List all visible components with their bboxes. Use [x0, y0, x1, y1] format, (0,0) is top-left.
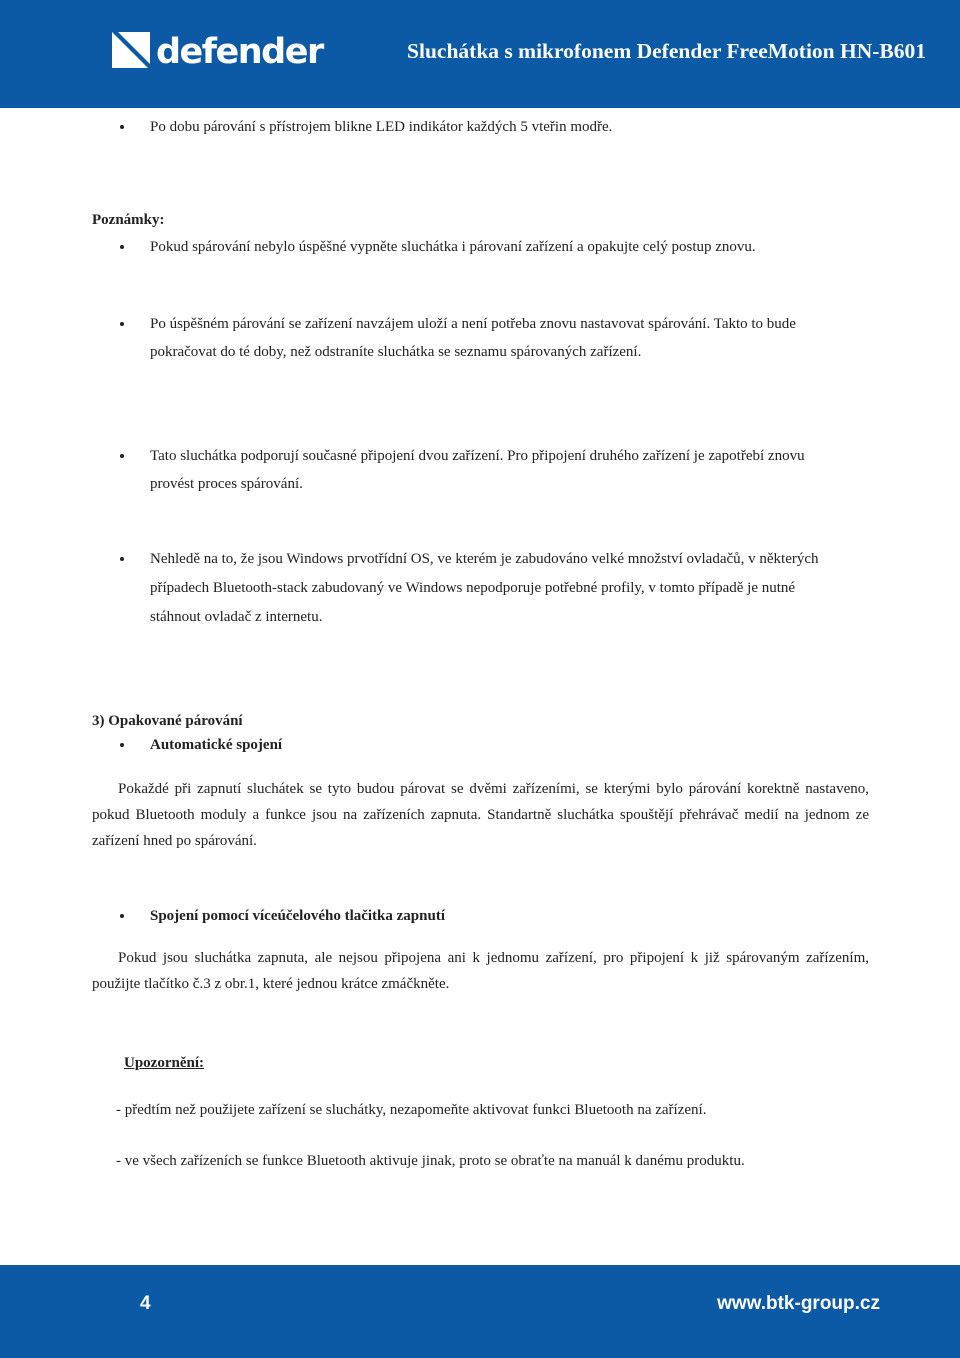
defender-logo-icon — [110, 32, 150, 72]
warning-heading: Upozornění: — [124, 1055, 204, 1071]
document-title: Sluchátka s mikrofonem Defender FreeMotion HN-B601 — [407, 39, 926, 63]
page-footer — [0, 1265, 960, 1358]
notes-heading: Poznámky: — [92, 212, 165, 228]
note-item: Nehledě na to, že jsou Windows prvotřídní OS, ve kterém je zabudováno velké množství ovladačů, v některých případech Bluetooth-stack zabudovaný ve Windows nepodporuje potřebné profily, v tomto případě je nutné stáhnout ovladač z internetu. — [150, 551, 819, 625]
defender-logo — [110, 32, 323, 72]
section-3-heading: 3) Opakované párování — [92, 713, 243, 729]
warning-item: - předtím než použijete zařízení se sluchátky, nezapomeňte aktivovat funkci Bluetooth na zařízení. — [116, 1102, 707, 1118]
bullet-icon — [120, 914, 124, 918]
warning-item: - ve všech zařízeních se funkce Bluetooth aktivuje jinak, proto se obraťte na manuál k danému produktu. — [116, 1153, 745, 1169]
note-item: Po úspěšném párování se zařízení navzájem uloží a není potřeba znovu nastavovat spárování. Takto to bude pokračovat do té doby, než odstraníte sluchátka se seznamu spárovaných zařízení. — [150, 316, 796, 360]
website-link[interactable]: www.btk-group.cz — [717, 1293, 880, 1314]
multifunction-button-heading: Spojení pomocí víceúčelového tlačitka zapnutí — [150, 908, 445, 924]
bullet-icon — [120, 557, 124, 561]
bullet-icon — [120, 454, 124, 458]
page-header — [0, 0, 960, 108]
intro-bullet-text: Po dobu párování s přístrojem blikne LED indikátor každých 5 vteřin modře. — [150, 119, 613, 135]
note-item: Pokud spárování nebylo úspěšné vypněte sluchátka i párovaní zařízení a opakujte celý postup znovu. — [150, 239, 756, 255]
bullet-icon — [120, 743, 124, 747]
multifunction-button-text: Pokud jsou sluchátka zapnuta, ale nejsou připojena ani k jednomu zařízení, pro připojení k již spárovaným zařízením, použijte tlačítko č.3 z obr.1, které jednou krátce zmáčkněte. — [92, 950, 869, 992]
logo-text: defender — [156, 32, 323, 72]
auto-connect-text: Pokaždé při zapnutí sluchátek se tyto budou párovat se dvěmi zařízeními, se kterými bylo párování korektně nastaveno, pokud Bluetooth moduly a funkce jsou na zařízeních zapnuta. Standartně sluchátka spouštějí přehrávač medií na jednom ze zařízení hned po spárování. — [92, 781, 869, 849]
bullet-icon — [120, 322, 124, 326]
bullet-icon — [120, 125, 124, 129]
note-item: Tato sluchátka podporují současné připojení dvou zařízení. Pro připojení druhého zařízení je zapotřebí znovu provést proces spárování. — [150, 448, 805, 492]
page-number: 4 — [140, 1293, 151, 1314]
auto-connect-heading: Automatické spojení — [150, 737, 283, 753]
bullet-icon — [120, 245, 124, 249]
